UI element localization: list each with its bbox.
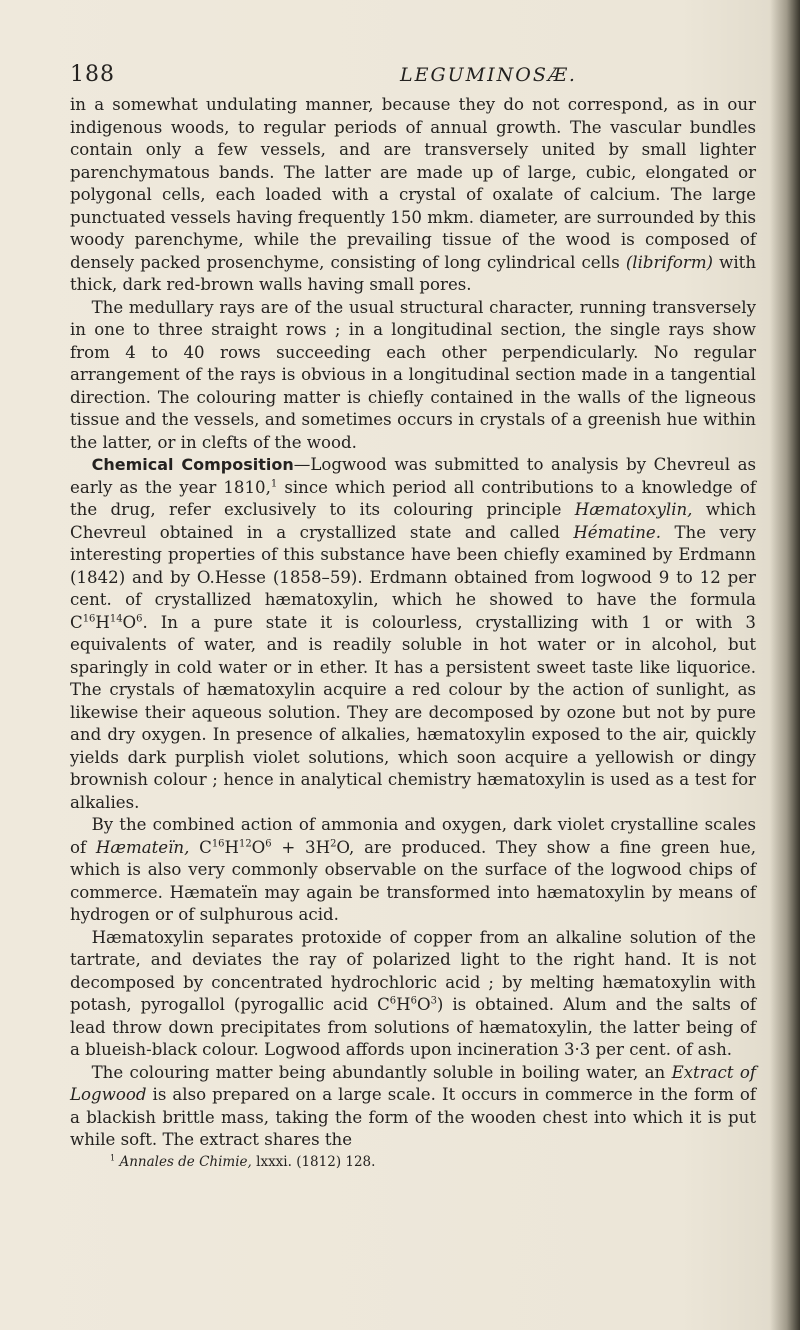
paragraph-3: Chemical Composition—Logwood was submitted to analysis by Chevreul as early as the year 1810,$^1$ since which period all contributions to a knowledge of the drug, refer exclusively to its colouring principle Hæmatoxylin, which Chevreul obtained in a crystallized state and called Hématine. The very interesting properties of this substance have been chiefly examined by Erdmann (1842) and by O.Hesse (1858–59). Erdmann obtained from logwood 9 to 12 per cent. of crystallized hæmatoxylin, which he showed to have the formula $C^{16}H^{14}O^6$. In a pure state it is colourless, crystallizing with 1 or with 3 equivalents of water, and is readily soluble in hot water or in alcohol, but sparingly in cold water or in ether. It has a persistent sweet taste like liquorice. The crystals of hæmatoxylin acquire a red colour by the action of sunlight, as likewise their aqueous solution. They are decomposed by ozone but not by pure and dry oxygen. In presence of alkalies, hæmatoxylin exposed to the air, quickly yields dark purplish violet solutions, which soon acquire a yellowish or dingy brownish colour ; hence in analytical chemistry hæmatoxylin is used as a test for alkalies. (70, 455, 757, 812)
paragraph-5: Hæmatoxylin separates protoxide of copper from an alkaline solution of the tartrate, and deviates the ray of polarized light to the right hand. It is not decomposed by concentrated hydrochloric acid ; by melting hæmatoxylin with potash, pyrogallol (pyrogallic acid $C^6H^6O^3$) is obtained. Alum and the salts of lead throw down precipitates from solutions of hæmatoxylin, the latter being of a blueish-black colour. Logwood affords upon incineration 3·3 per cent. of ash. (70, 927, 756, 1059)
paragraph-6: The colouring matter being abundantly soluble in boiling water, an Extract of Logwood is also prepared on a large scale. It occurs in commerce in the form of a blackish brittle mass, taking the form of the wooden chest into which it is put while soft. The extract shares the (70, 1062, 756, 1149)
page-header (70, 62, 760, 90)
paragraph-4: By the combined action of ammonia and oxygen, dark violet crystalline scales of Hæmateïn, $C^{16}H^{12}O^6 + 3H^2O$, are produced. They show a fine green hue, which is also very commonly observable on the surface of the logwood chips of commerce. Hæmateïn may again be transformed into hæmatoxylin by means of hydrogen or of sulphurous acid. (70, 815, 757, 924)
page-number: 188 (70, 62, 115, 87)
paragraph-2: The medullary rays are of the usual structural character, running transversely in one to three straight rows ; in a longitudinal section, the single rays show from 4 to 40 rows succeeding each other perpendicularly. No regular arrangement of the rays is obvious in a longitudinal section made in a tangential direction. The colouring matter is chiefly contained in the walls of the ligneous tissue and the vessels, and sometimes occurs in crystals of a greenish hue within the latter, or in clefts of the wood. (70, 297, 756, 452)
section-heading: Chemical Composition (91, 455, 294, 474)
footnote (70, 1154, 756, 1171)
footnote-citation: lxxxi. (1812) 128. (256, 1153, 376, 1170)
footnote-marker: 1 (110, 1152, 116, 1162)
page-edge-shadow (770, 0, 800, 1330)
footnote-journal: Annales de Chimie, (119, 1153, 252, 1170)
body-text (70, 94, 756, 1171)
paragraph-1: in a somewhat undulating manner, because they do not correspond, as in our indigenous woods, to regular periods of annual growth. The vascular bundles contain only a few vessels, and are transversely united by small lighter parenchymatous bands. The latter are made up of large, cubic, elongated or polygonal cells, each loaded with a crystal of oxalate of calcium. The large punctuated vessels having frequently 150 mkm. diameter, are surrounded by this woody parenchyme, while the prevailing tissue of the wood is composed of densely packed prosenchyme, consisting of long cylindrical cells (libriform) with thick, dark red-brown walls having small pores. (70, 95, 757, 294)
running-head: LEGUMINOSÆ. (400, 64, 577, 86)
footnote-ref: 1 (270, 477, 278, 489)
